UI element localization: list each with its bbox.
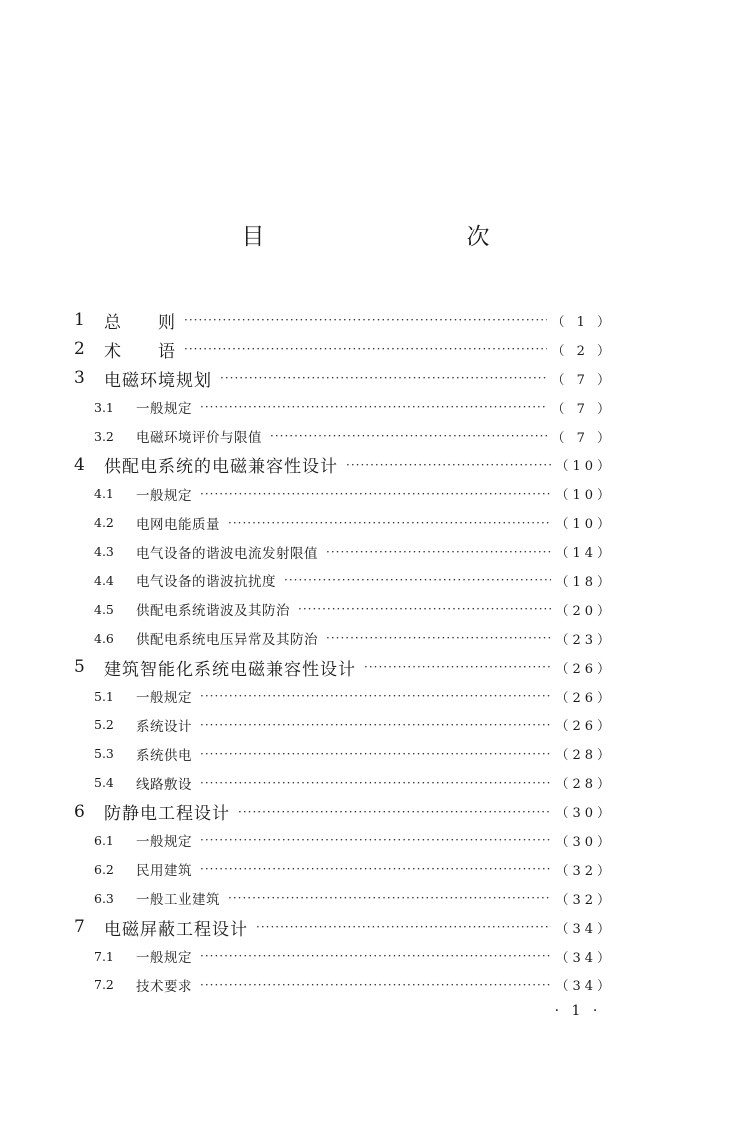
toc-entry-page: （34） [555, 979, 614, 995]
toc-entry-label: 供配电系统电压异常及其防治 [136, 632, 318, 649]
toc-entry-page: （28） [555, 777, 614, 793]
toc-entry-number: 6 [74, 801, 85, 822]
toc-section-entry [74, 682, 614, 711]
toc-entry-label: 防静电工程设计 [104, 804, 230, 825]
toc-section-entry [74, 768, 614, 797]
toc-entry-label: 一般规定 [136, 834, 192, 851]
toc-chapter-entry [74, 306, 614, 335]
toc-entry-page: （ 1 ） [551, 314, 614, 330]
toc-entry-number: 5.2 [94, 717, 114, 733]
toc-entry-page: （ 7 ） [551, 372, 614, 388]
dot-leader [346, 458, 551, 472]
toc-entry-label: 一般规定 [136, 487, 192, 504]
toc-entry-label: 系统设计 [136, 718, 192, 735]
toc-entry-page: （32） [555, 892, 614, 908]
dot-leader [184, 342, 547, 356]
toc-entry-page: （26） [555, 661, 614, 677]
toc-entry-number: 4 [74, 454, 85, 475]
dot-leader [200, 718, 551, 732]
toc-section-entry [74, 595, 614, 624]
toc-entry-page: （34） [555, 921, 614, 937]
toc-entry-page: （23） [555, 632, 614, 648]
dot-leader [200, 978, 551, 992]
toc-entry-label: 供配电系统的电磁兼容性设计 [104, 457, 338, 478]
page-number: · 1 · [554, 1003, 602, 1019]
toc-entry-number: 4.6 [94, 630, 114, 646]
toc-entry-number: 3.1 [94, 399, 114, 415]
dot-leader [326, 545, 551, 559]
toc-entry-number: 6.3 [94, 890, 114, 906]
toc-entry-number: 4.2 [94, 515, 114, 531]
toc-entry-number: 4.1 [94, 486, 114, 502]
toc-entry-label: 电磁环境评价与限值 [136, 430, 262, 446]
toc-entry-page: （ 2 ） [551, 343, 614, 359]
toc-entry-page: （34） [555, 950, 614, 966]
dot-leader [200, 949, 551, 963]
toc-section-entry [74, 422, 614, 451]
toc-entry-label: 术 语 [104, 341, 176, 362]
toc-chapter-entry [74, 364, 614, 393]
toc-entry-number: 1 [74, 310, 85, 331]
toc-chapter-entry [74, 450, 614, 479]
dot-leader [228, 891, 551, 905]
toc-entry-label: 建筑智能化系统电磁兼容性设计 [104, 659, 356, 680]
toc-entry-label: 电气设备的谐波抗扰度 [136, 574, 276, 591]
dot-leader [284, 573, 551, 587]
toc-entry-label: 总 则 [104, 312, 176, 333]
toc-chapter-entry [74, 653, 614, 682]
toc-section-entry [74, 566, 614, 595]
toc-section-entry [74, 479, 614, 508]
toc-entry-label: 供配电系统谐波及其防治 [136, 603, 290, 620]
dot-leader [326, 631, 551, 645]
toc-entry-page: （14） [555, 546, 614, 562]
toc-entry-label: 一般规定 [136, 401, 192, 418]
toc-section-entry [74, 942, 614, 971]
toc-entry-label: 电气设备的谐波电流发射限值 [136, 545, 318, 562]
toc-entry-page: （32） [555, 863, 614, 879]
toc-section-entry [74, 537, 614, 566]
dot-leader [200, 776, 551, 790]
toc-entry-number: 6.1 [94, 832, 114, 848]
dot-leader [256, 920, 551, 934]
toc-entry-page: （10） [555, 517, 614, 533]
toc-entry-number: 7 [74, 917, 85, 938]
toc-entry-label: 一般规定 [136, 950, 192, 967]
toc-entry-label: 民用建筑 [136, 863, 192, 880]
toc-entry-number: 5.3 [94, 746, 114, 762]
toc-entry-label: 电磁屏蔽工程设计 [104, 919, 248, 940]
dot-leader [270, 429, 547, 443]
dot-leader [200, 487, 551, 501]
toc-entry-page: （10） [555, 488, 614, 504]
toc-entry-label: 线路敷设 [136, 776, 192, 793]
dot-leader [228, 516, 551, 530]
toc-entry-label: 系统供电 [136, 747, 192, 764]
toc-section-entry [74, 884, 614, 913]
toc-section-entry [74, 855, 614, 884]
dot-leader [200, 833, 551, 847]
toc-chapter-entry [74, 335, 614, 364]
toc-entry-number: 2 [74, 339, 85, 360]
toc-entry-page: （26） [555, 719, 614, 735]
dot-leader [200, 862, 551, 876]
toc-section-entry [74, 826, 614, 855]
dot-leader [238, 805, 551, 819]
toc-entry-page: （20） [555, 603, 614, 619]
dot-leader [220, 371, 547, 385]
toc-entry-number: 6.2 [94, 861, 114, 877]
toc-entry-page: （10） [555, 459, 614, 475]
toc-entry-number: 4.5 [94, 601, 114, 617]
toc-entry-page: （ 7 ） [551, 430, 614, 446]
toc-entry-number: 3.2 [94, 428, 114, 444]
toc-entry-label: 一般工业建筑 [136, 892, 220, 909]
toc-entry-label: 一般规定 [136, 690, 192, 707]
toc-entry-number: 4.4 [94, 572, 114, 588]
page-title: 目 次 [241, 224, 542, 250]
toc-section-entry [74, 393, 614, 422]
toc-entry-page: （28） [555, 748, 614, 764]
toc-section-entry [74, 508, 614, 537]
toc-entry-number: 3 [74, 368, 85, 389]
dot-leader [184, 313, 547, 327]
toc-section-entry [74, 624, 614, 653]
toc-section-entry [74, 970, 614, 999]
toc-entry-page: （18） [555, 574, 614, 590]
toc-entry-number: 5.1 [94, 688, 114, 704]
toc-section-entry [74, 739, 614, 768]
table-of-contents [74, 306, 614, 999]
dot-leader [200, 689, 551, 703]
toc-entry-number: 5.4 [94, 775, 114, 791]
toc-entry-number: 5 [74, 657, 85, 678]
toc-entry-label: 电网电能质量 [136, 516, 220, 533]
dot-leader [364, 660, 551, 674]
toc-chapter-entry [74, 913, 614, 942]
toc-entry-page: （ 7 ） [551, 401, 614, 417]
toc-entry-page: （30） [555, 834, 614, 850]
toc-entry-label: 电磁环境规划 [104, 370, 212, 391]
dot-leader [200, 400, 547, 414]
toc-entry-number: 7.2 [94, 977, 114, 993]
toc-entry-number: 4.3 [94, 544, 114, 560]
toc-entry-page: （30） [555, 806, 614, 822]
dot-leader [298, 602, 551, 616]
toc-section-entry [74, 710, 614, 739]
toc-chapter-entry [74, 797, 614, 826]
toc-entry-label: 技术要求 [136, 978, 192, 995]
dot-leader [200, 747, 551, 761]
toc-entry-number: 7.1 [94, 948, 114, 964]
toc-entry-page: （26） [555, 690, 614, 706]
